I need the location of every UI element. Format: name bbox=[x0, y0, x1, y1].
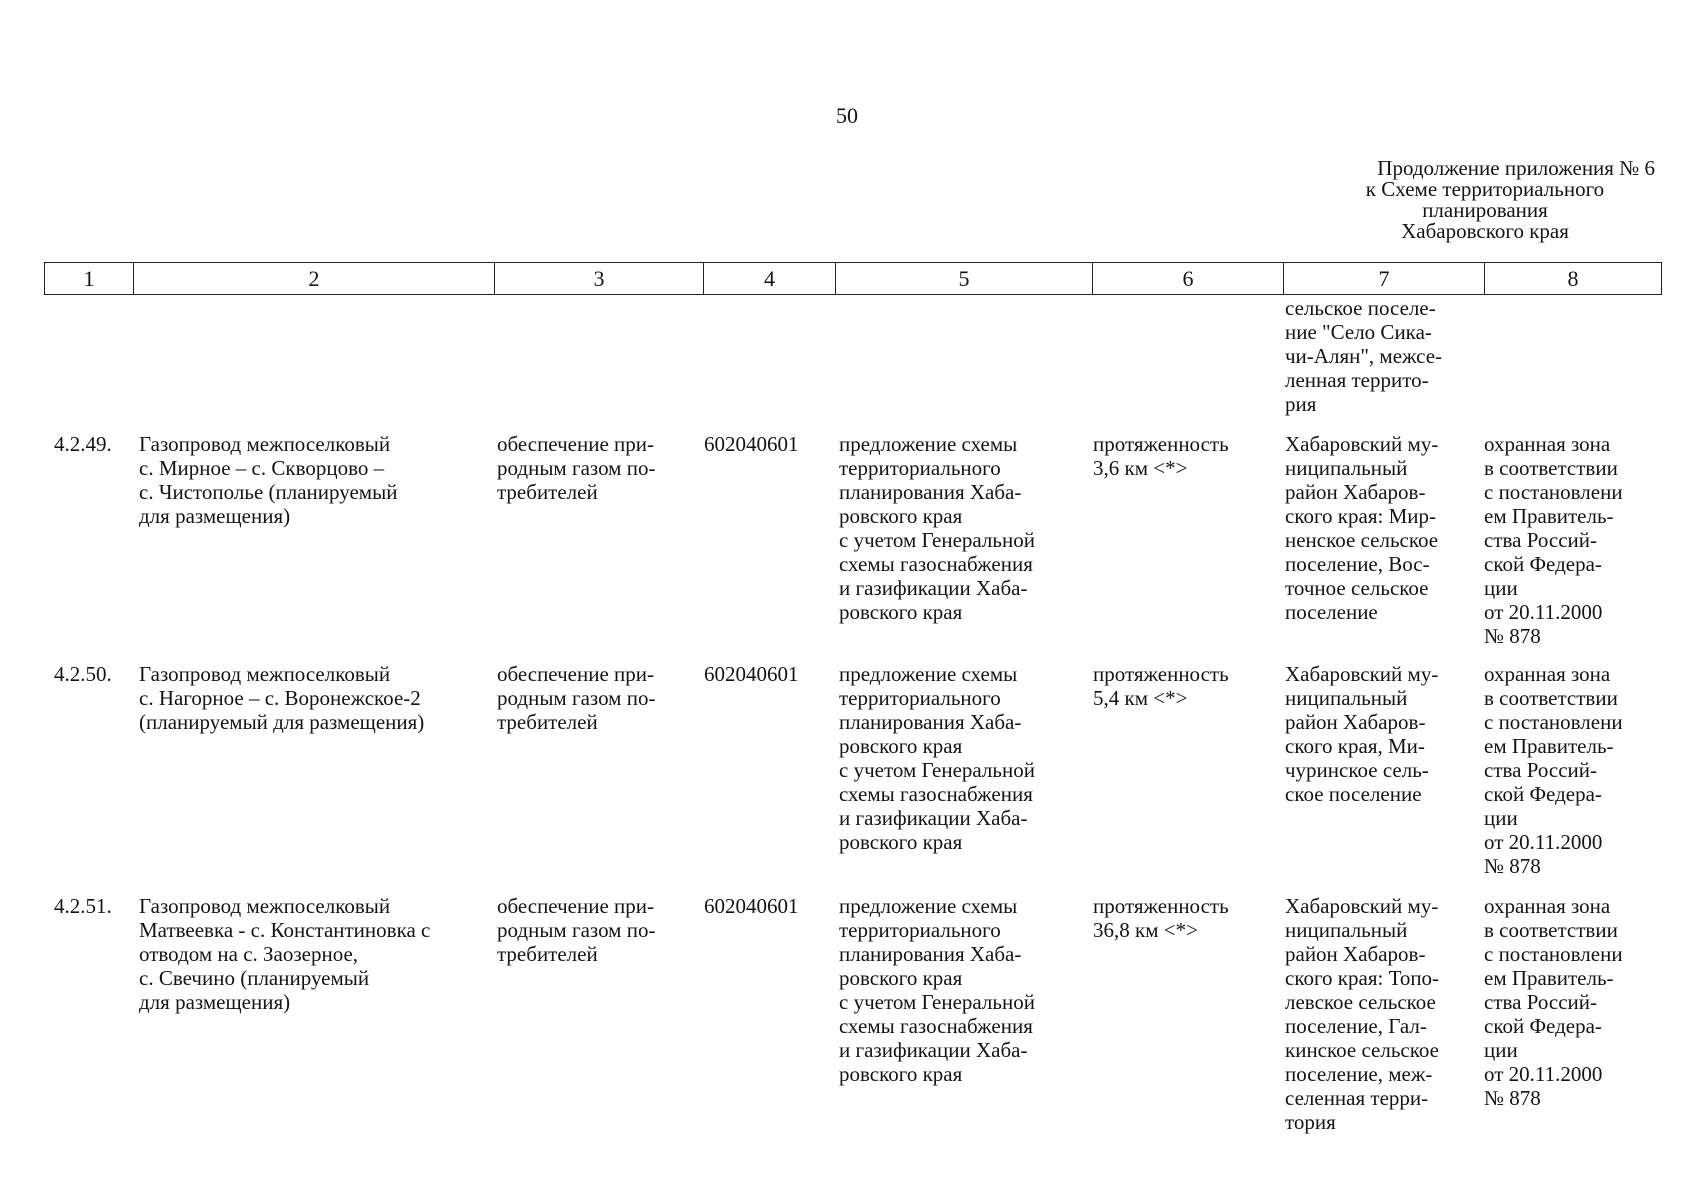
object-name: Газопровод межпоселковый с. Нагорное – с. Воронежское-2 (планируемый для размещения) bbox=[139, 662, 425, 734]
row-number: 4.2.49. bbox=[54, 432, 112, 456]
row-number: 4.2.50. bbox=[54, 662, 112, 686]
appendix-note-line-2: к Схеме территориального bbox=[1365, 177, 1605, 201]
column-number-header bbox=[44, 262, 1662, 295]
object-characteristics: протяженность 3,6 км <*> bbox=[1093, 432, 1229, 480]
object-name: Газопровод межпоселковый Матвеевка - с. Константиновка с отводом на с. Заозерное, с. Свечино (планируемый для размещения) bbox=[139, 894, 431, 1014]
object-purpose: обеспечение при- родным газом по- требителей bbox=[497, 894, 656, 966]
appendix-note-line-4: Хабаровского края bbox=[1401, 219, 1569, 243]
continuation-location: сельское поселе- ние "Село Сика- чи-Алян", межсе- ленная террито- рия bbox=[1285, 296, 1443, 416]
row-number: 4.2.51. bbox=[54, 894, 112, 918]
column-header-8: 8 bbox=[1485, 263, 1662, 295]
column-header-6: 6 bbox=[1093, 263, 1284, 295]
column-header-1: 1 bbox=[45, 263, 134, 295]
object-characteristics: протяженность 36,8 км <*> bbox=[1093, 894, 1229, 942]
object-name: Газопровод межпоселковый с. Мирное – с. Скворцово – с. Чистополье (планируемый для размещения) bbox=[139, 432, 398, 528]
object-zone: охранная зона в соответствии с постановлени ем Правитель- ства Россий- ской Федера- ции от 20.11.2000 № 878 bbox=[1484, 894, 1623, 1110]
object-location: Хабаровский му- ниципальный район Хабаров- ского края: Мир- ненское сельское поселение, Вос- точное сельское поселение bbox=[1285, 432, 1439, 624]
object-purpose: обеспечение при- родным газом по- требителей bbox=[497, 662, 656, 734]
header-row bbox=[45, 263, 1662, 295]
page-number: 50 bbox=[836, 103, 858, 128]
appendix-note-line-1: Продолжение приложения № 6 bbox=[1377, 156, 1655, 180]
object-code: 602040601 bbox=[704, 662, 799, 686]
object-location: Хабаровский му- ниципальный район Хабаров- ского края, Ми- чуринское сель- ское поселение bbox=[1285, 662, 1439, 806]
object-basis: предложение схемы территориального планирования Хаба- ровского края с учетом Генеральной схемы газоснабжения и газификации Хаба- ровского края bbox=[839, 662, 1035, 854]
object-zone: охранная зона в соответствии с постановлени ем Правитель- ства Россий- ской Федера- ции от 20.11.2000 № 878 bbox=[1484, 662, 1623, 878]
appendix-note bbox=[1315, 158, 1655, 242]
object-characteristics: протяженность 5,4 км <*> bbox=[1093, 662, 1229, 710]
object-code: 602040601 bbox=[704, 894, 799, 918]
column-header-7: 7 bbox=[1284, 263, 1485, 295]
column-header-4: 4 bbox=[704, 263, 836, 295]
object-zone: охранная зона в соответствии с постановлени ем Правитель- ства Россий- ской Федера- ции от 20.11.2000 № 878 bbox=[1484, 432, 1623, 648]
column-header-2: 2 bbox=[134, 263, 495, 295]
object-code: 602040601 bbox=[704, 432, 799, 456]
object-location: Хабаровский му- ниципальный район Хабаров- ского края: Топо- левское сельское поселение, Гал- кинское сельское поселение, меж- селенная терри- тория bbox=[1285, 894, 1440, 1134]
column-header-5: 5 bbox=[836, 263, 1093, 295]
appendix-note-line-3: планирования bbox=[1422, 198, 1548, 222]
object-purpose: обеспечение при- родным газом по- требителей bbox=[497, 432, 656, 504]
object-basis: предложение схемы территориального планирования Хаба- ровского края с учетом Генеральной схемы газоснабжения и газификации Хаба- ровского края bbox=[839, 894, 1035, 1086]
object-basis: предложение схемы территориального планирования Хаба- ровского края с учетом Генеральной схемы газоснабжения и газификации Хаба- ровского края bbox=[839, 432, 1035, 624]
column-header-3: 3 bbox=[495, 263, 704, 295]
